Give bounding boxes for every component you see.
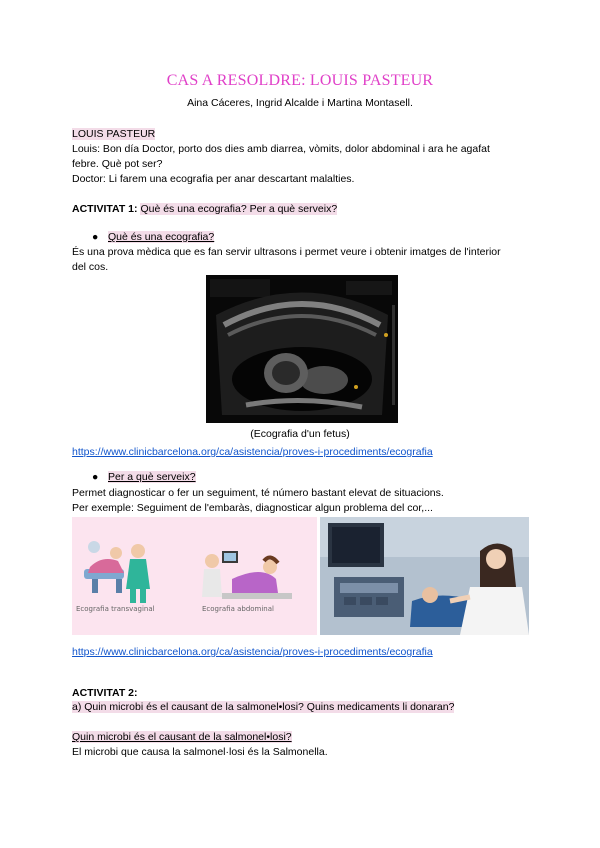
activitat1-heading [72, 202, 532, 217]
intro-heading: LOUIS PASTEUR [72, 128, 156, 140]
bullet-que-es: ● Què és una ecografia? [92, 231, 215, 243]
illus-label-right: Ecografia abdominal [202, 605, 274, 613]
louis-line-2: febre. Què pot ser? [72, 158, 163, 170]
activitat2-label: ACTIVITAT 2: [72, 687, 138, 699]
answer1-line-2: del cos. [72, 261, 109, 273]
activitat2-question: a) Quin microbi és el causant de la salmonel•losi? Quins medicaments li donaran? [72, 701, 455, 713]
answer1-line-1: És una prova mèdica que es fan servir ultrasons i permet veure i obtenir imatges de l'interior [72, 246, 501, 258]
image-caption: (Ecografia d'un fetus) [250, 428, 350, 440]
doctor-line: Doctor: Li farem una ecografia per anar descartant malalties. [72, 173, 355, 185]
bullet-per-a-que: ● Per a què serveix? [92, 471, 196, 483]
link-2[interactable]: https://www.clinicbarcelona.org/ca/asistencia/proves-i-procediments/ecografia [72, 646, 433, 658]
answer2-line-1: Permet diagnosticar o fer un seguiment, té número bastant elevat de situacions. [72, 487, 444, 499]
activitat2-answer: El microbi que causa la salmonel·losi és la Salmonella. [72, 746, 328, 758]
document-title: CAS A RESOLDRE: LOUIS PASTEUR [166, 72, 434, 89]
illus-label-left: Ecografia transvaginal [76, 605, 155, 613]
link-1[interactable]: https://www.clinicbarcelona.org/ca/asistencia/proves-i-procediments/ecografia [72, 446, 433, 458]
activitat1-question: Què és una ecografia? Per a què serveix? [140, 203, 338, 215]
activitat1-label: ACTIVITAT 1: [72, 203, 138, 215]
authors: Aina Cáceres, Ingrid Alcalde i Martina Montasell. [187, 97, 413, 109]
louis-line-1: Louis: Bon día Doctor, porto dos dies amb diarrea, vòmits, dolor abdominal i ara he agafat [72, 143, 490, 155]
bullet-dot: ● [92, 231, 99, 243]
ecografia-photo [320, 517, 529, 635]
bullet-dot: ● [92, 471, 99, 483]
activitat2-subheading: Quin microbi és el causant de la salmonel•losi? [72, 731, 292, 743]
ultrasound-image [206, 275, 398, 423]
ecografia-illustration [72, 517, 317, 635]
answer2-line-2: Per exemple: Seguiment de l'embaràs, diagnosticar algun problema del cor,... [72, 502, 433, 514]
